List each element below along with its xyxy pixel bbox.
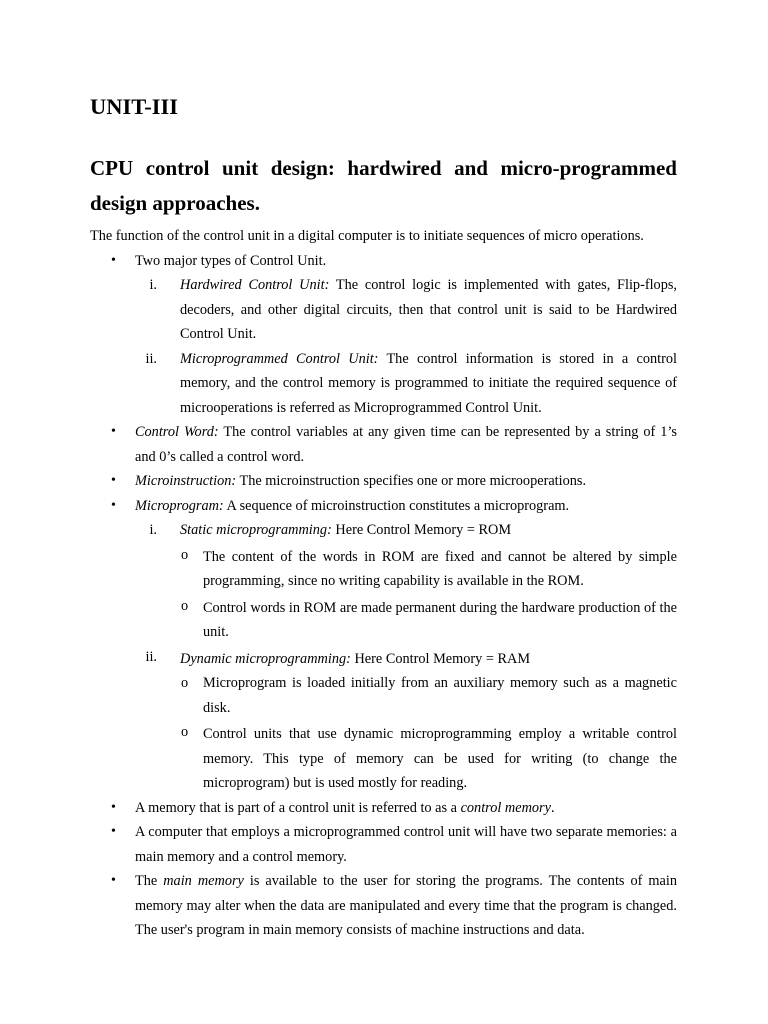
list-item-hardwired xyxy=(135,273,677,347)
dynamic-text: Here Control Memory = RAM xyxy=(350,650,531,667)
hardwired-text: The control logic is implemented with gates, Flip-flops, decoders, and other digital circuits, then that control unit is said to be Hardwired Control Unit. xyxy=(180,277,677,342)
microprogrammed-text: The control information is stored in a control memory, and the control memory is programmed to initiate the required sequence of microoperations is referred as Microprogrammed Control Unit. xyxy=(180,350,678,416)
control-unit-types-list xyxy=(135,273,677,420)
unit-title: UNIT-III xyxy=(90,94,178,119)
section-heading xyxy=(90,151,677,221)
static-point-text: The content of the words in ROM are fixed and cannot be altered by simple programming, since no writing capability is available in the ROM. xyxy=(203,548,677,589)
bullet-marker: • xyxy=(111,473,116,488)
dynamic-point-text: Control units that use dynamic microprogramming employ a writable control memory. This type of memory can be used for writing (to change the microprogram) but is used mostly for reading. xyxy=(203,726,677,791)
list-item-types xyxy=(90,249,677,421)
microprogram-term: Microprogram: xyxy=(135,497,224,514)
main-memory-term: main memory xyxy=(163,873,244,889)
two-memories-text: A computer that employs a microprogrammed control unit will have two separate memories: a main memory and a control memory. xyxy=(135,824,677,865)
microinstruction-text: The microinstruction specifies one or more microoperations. xyxy=(236,473,587,489)
main-memory-after: is available to the user for storing the programs. The contents of main memory may alter when the data are manipulated and every time that the program is changed. The user's program in main memory consists of machine instructions and data. xyxy=(135,873,677,938)
control-word-text: The control variables at any given time can be represented by a string of 1’s and 0’s called a control word. xyxy=(135,424,677,465)
list-item-dynamic-point xyxy=(180,720,677,796)
list-item-static-point xyxy=(180,543,677,594)
circle-marker: o xyxy=(181,597,189,614)
types-text: Two major types of Control Unit. xyxy=(135,252,327,269)
roman-marker: i. xyxy=(149,277,157,293)
control-word-term: Control Word: xyxy=(135,424,219,440)
hardwired-term: Hardwired Control Unit: xyxy=(180,277,330,293)
bullet-marker: • xyxy=(111,799,116,815)
dynamic-point-text: Microprogram is loaded initially from an auxiliary memory such as a magnetic disk. xyxy=(203,675,677,716)
main-bullet-list xyxy=(90,249,677,943)
static-term: Static microprogramming: xyxy=(180,522,332,538)
intro-paragraph: The function of the control unit in a digital computer is to initiate sequences of micro operations. xyxy=(90,228,644,244)
control-memory-term: control memory xyxy=(460,799,551,816)
section-heading-rest: : hardwired and micro-programmed design approaches. xyxy=(90,156,677,215)
microinstruction-term: Microinstruction: xyxy=(135,473,237,489)
main-memory-before: The xyxy=(135,873,164,889)
list-item-two-memories xyxy=(90,820,677,869)
roman-marker: ii. xyxy=(145,648,157,665)
circle-marker: o xyxy=(181,546,189,563)
list-item-microinstruction xyxy=(90,469,677,494)
list-item-static-point xyxy=(180,594,677,645)
document-body xyxy=(90,224,677,943)
list-item-microprogram xyxy=(90,494,677,796)
list-item-dynamic xyxy=(135,645,677,796)
circle-marker: o xyxy=(181,675,189,691)
list-item-dynamic-point xyxy=(180,671,677,720)
roman-marker: ii. xyxy=(145,350,157,367)
static-text: Here Control Memory = ROM xyxy=(331,522,512,538)
list-item-static xyxy=(135,518,677,645)
control-memory-after: . xyxy=(550,799,555,816)
list-item-control-word xyxy=(90,420,677,469)
microprogramming-types-list xyxy=(135,518,677,796)
bullet-marker: • xyxy=(111,497,116,513)
list-item-control-memory xyxy=(90,796,677,821)
static-points-list xyxy=(180,543,677,645)
microprogram-text: A sequence of microinstruction constitutes a microprogram. xyxy=(223,497,570,514)
dynamic-term: Dynamic microprogramming: xyxy=(180,650,351,667)
list-item-main-memory xyxy=(90,869,677,943)
roman-marker: i. xyxy=(149,522,157,538)
list-item-microprogrammed xyxy=(135,347,677,421)
static-point-text: Control words in ROM are made permanent during the hardware production of the unit. xyxy=(203,599,677,640)
bullet-marker: • xyxy=(111,873,116,888)
dynamic-points-list xyxy=(180,671,677,796)
circle-marker: o xyxy=(181,724,189,740)
bullet-marker: • xyxy=(111,252,116,268)
bullet-marker: • xyxy=(111,424,116,439)
section-heading-bold: CPU control unit design xyxy=(90,156,328,180)
bullet-marker: • xyxy=(111,824,116,839)
microprogrammed-term: Microprogrammed Control Unit: xyxy=(180,350,379,367)
control-memory-before: A memory that is part of a control unit is referred to as a xyxy=(135,799,461,816)
